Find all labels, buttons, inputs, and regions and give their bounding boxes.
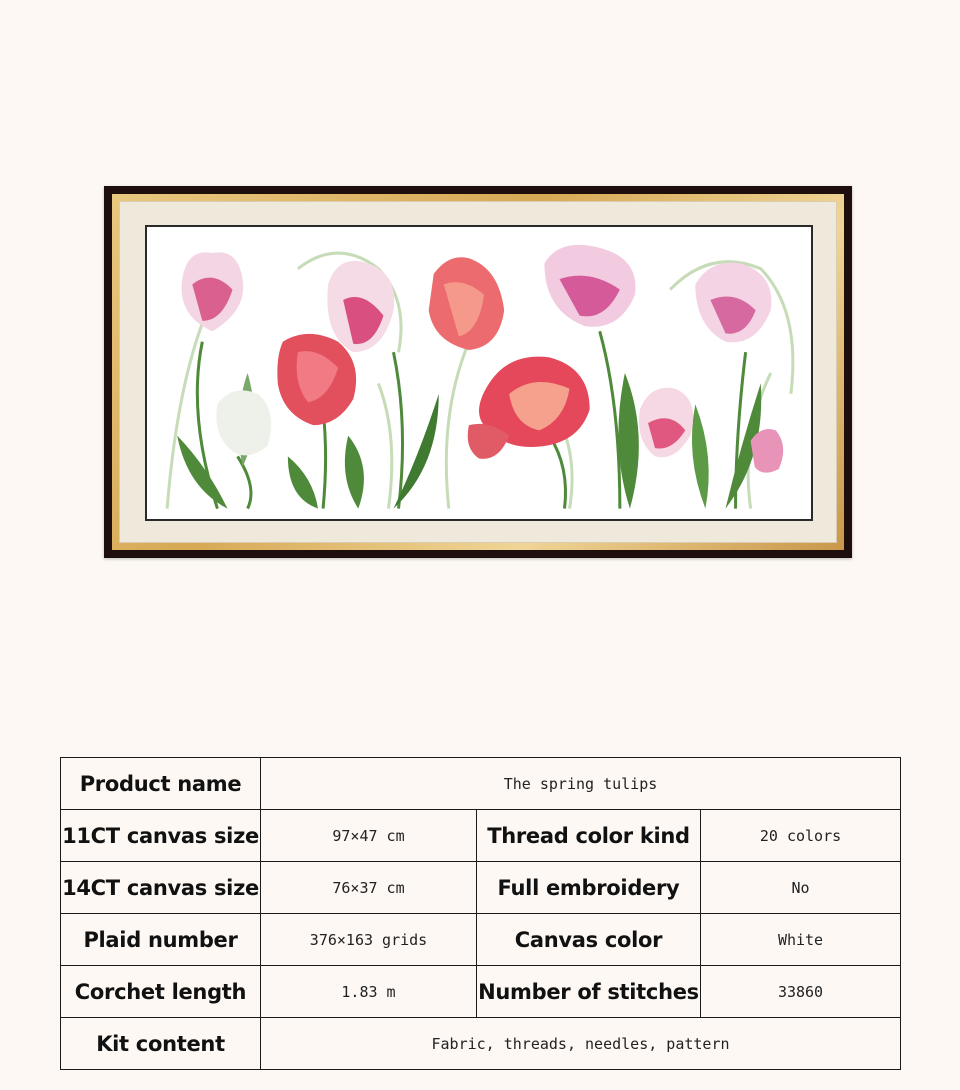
spec-table	[60, 757, 901, 1070]
spec-label	[61, 1018, 261, 1070]
spec-value	[701, 966, 901, 1018]
product-name-value: The spring tulips	[503, 775, 658, 793]
spec-label	[477, 966, 701, 1018]
product-image	[145, 225, 813, 521]
spec-label	[61, 862, 261, 914]
plaid-label: Plaid number	[83, 927, 238, 952]
spec-value	[701, 914, 901, 966]
ct11-label: 11CT canvas size	[62, 823, 259, 848]
table-row	[61, 966, 901, 1018]
ct11-value: 97×47 cm	[332, 827, 405, 845]
ct14-value: 76×37 cm	[332, 879, 405, 897]
stitches-label: Number of stitches	[478, 979, 699, 1004]
kit-content-label: Kit content	[96, 1031, 225, 1056]
frame-mat	[119, 201, 837, 543]
kit-content-value: Fabric, threads, needles, pattern	[431, 1035, 730, 1053]
spec-value	[261, 758, 901, 810]
picture-frame	[104, 186, 852, 558]
spec-label	[477, 810, 701, 862]
corchet-value: 1.83 m	[341, 983, 396, 1001]
spec-label	[477, 862, 701, 914]
spec-value	[261, 810, 477, 862]
canvas-color-value: White	[777, 931, 824, 949]
spec-value	[261, 914, 477, 966]
canvas-color-label: Canvas color	[514, 927, 663, 952]
plaid-value: 376×163 grids	[309, 931, 428, 949]
full-embroidery-value: No	[791, 879, 810, 897]
table-row	[61, 1018, 901, 1070]
tulip-artwork	[147, 227, 811, 519]
table-row	[61, 862, 901, 914]
product-name-label: Product name	[79, 771, 242, 796]
spec-label	[61, 758, 261, 810]
table-row	[61, 758, 901, 810]
spec-value	[701, 810, 901, 862]
spec-value	[701, 862, 901, 914]
spec-label	[477, 914, 701, 966]
spec-label	[61, 914, 261, 966]
thread-value: 20 colors	[759, 827, 842, 845]
table-row	[61, 914, 901, 966]
spec-label	[61, 966, 261, 1018]
spec-value	[261, 966, 477, 1018]
spec-value	[261, 862, 477, 914]
frame-gold-border	[112, 194, 844, 550]
full-embroidery-label: Full embroidery	[497, 875, 680, 900]
spec-value	[261, 1018, 901, 1070]
stitches-value: 33860	[777, 983, 824, 1001]
table-row	[61, 810, 901, 862]
corchet-label: Corchet length	[74, 979, 247, 1004]
spec-label	[61, 810, 261, 862]
ct14-label: 14CT canvas size	[62, 875, 259, 900]
thread-label: Thread color kind	[487, 823, 690, 848]
